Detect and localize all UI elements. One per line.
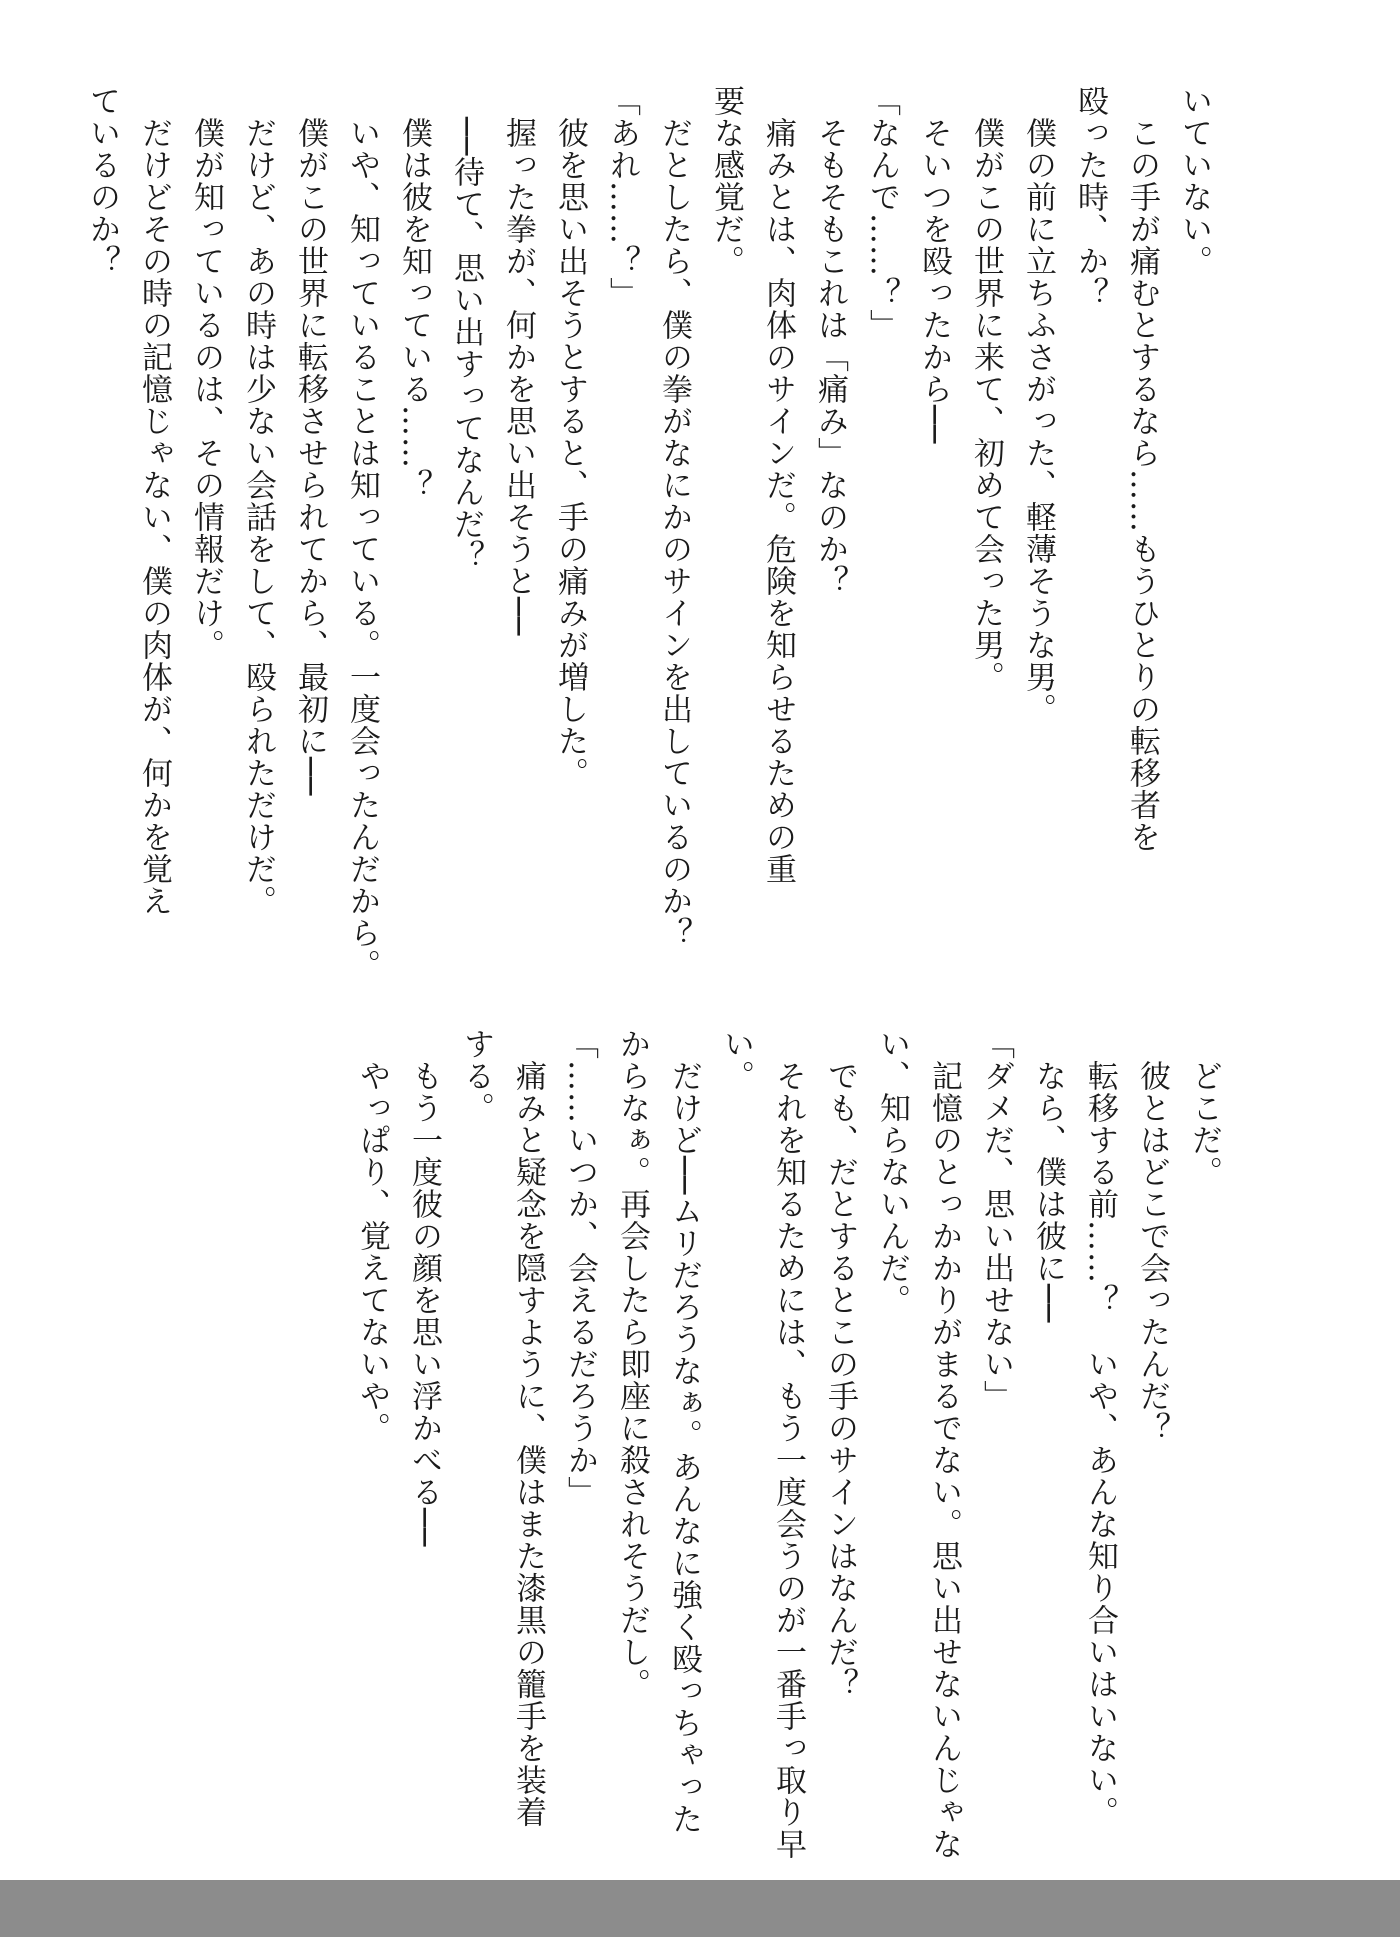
text-line: い。 [718, 1028, 754, 1092]
lower-text-block [354, 1028, 1230, 1860]
text-line: からなぁ。再会したら即座に殺されそうだし。 [614, 1028, 650, 1700]
text-line: 痛みとは、肉体のサインだ。危険を知らせるための重 [760, 85, 796, 885]
text-line: やっぱり、覚えてないや。 [354, 1028, 390, 1444]
text-line: する。 [458, 1028, 494, 1124]
text-line: そもそもこれは「痛み」なのか？ [812, 85, 848, 597]
text-line: ているのか？ [84, 85, 120, 277]
text-line: 僕がこの世界に転移させられてから、最初に── [292, 85, 328, 797]
text-line: いや、知っていることは知っている。一度会ったんだから。 [344, 85, 380, 981]
text-line: 僕がこの世界に来て、初めて会った男。 [968, 85, 1004, 693]
text-line: どこだ。 [1186, 1028, 1222, 1188]
text-line: この手が痛むとするなら……もうひとりの転移者を [1124, 85, 1160, 853]
bottom-scroll-bar[interactable] [0, 1880, 1400, 1937]
upper-text-block [84, 85, 1220, 981]
text-line: 僕が知っているのは、その情報だけ。 [188, 85, 224, 661]
text-line: だとしたら、僕の拳がなにかのサインを出しているのか？ [656, 85, 692, 949]
text-line: そいつを殴ったから── [916, 85, 952, 445]
text-line: 要な感覚だ。 [708, 85, 744, 277]
text-line: ──待て、思い出すってなんだ？ [448, 85, 484, 573]
text-line: 僕は彼を知っている……？ [396, 85, 432, 501]
text-line: いていない。 [1176, 85, 1212, 277]
text-line: 記憶のとっかかりがまるでない。思い出せないんじゃな [926, 1028, 962, 1860]
text-line: なら、僕は彼に── [1030, 1028, 1066, 1324]
text-line: 「なんで……？」 [864, 85, 900, 341]
text-line: もう一度彼の顔を思い浮かべる── [406, 1028, 442, 1548]
text-line: でも、だとするとこの手のサインはなんだ？ [822, 1028, 858, 1700]
text-line: 彼を思い出そうとすると、手の痛みが増した。 [552, 85, 588, 789]
text-line: だけど──ムリだろうなぁ。あんなに強く殴っちゃった [666, 1028, 702, 1836]
text-line: だけど、あの時は少ない会話をして、殴られただけだ。 [240, 85, 276, 917]
text-line: 彼とはどこで会ったんだ？ [1134, 1028, 1170, 1444]
text-line: 「ダメだ、思い出せない」 [978, 1028, 1014, 1412]
text-line: 握った拳が、何かを思い出そうと── [500, 85, 536, 637]
text-line: い、知らないんだ。 [874, 1028, 910, 1316]
text-line: それを知るためには、もう一度会うのが一番手っ取り早 [770, 1028, 806, 1860]
text-line: 「あれ……？」 [604, 85, 640, 309]
text-line: だけどその時の記憶じゃない、僕の肉体が、何かを覚え [136, 85, 172, 917]
text-line: 「……いつか、会えるだろうか」 [562, 1028, 598, 1508]
text-line: 僕の前に立ちふさがった、軽薄そうな男。 [1020, 85, 1056, 725]
text-line: 殴った時、か？ [1072, 85, 1108, 309]
text-line: 転移する前……？ いや、あんな知り合いはいない。 [1082, 1028, 1118, 1828]
text-line: 痛みと疑念を隠すように、僕はまた漆黒の籠手を装着 [510, 1028, 546, 1828]
